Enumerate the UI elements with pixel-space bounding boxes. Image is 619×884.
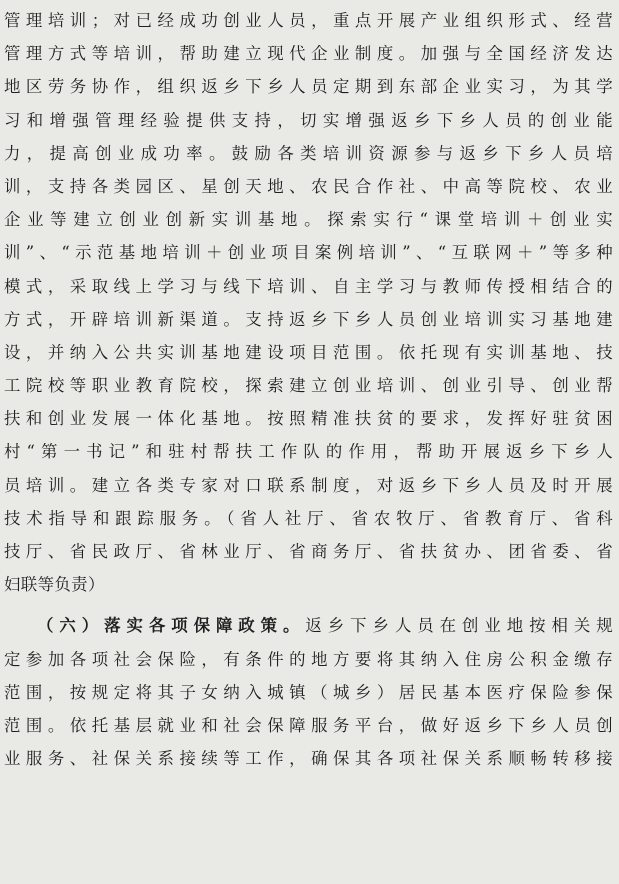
section-first-line	[4, 609, 613, 642]
section-first-line-text: 返乡下乡人员在创业地按相关规	[305, 616, 613, 636]
text-line: 业服务、社保关系接续等工作，确保其各项社保关系顺畅转移接	[4, 749, 613, 769]
text-line: 训”、“示范基地培训＋创业项目案例培训”、“互联网＋”等多种	[4, 243, 613, 263]
text-line: 设，并纳入公共实训基地建设项目范围。依托现有实训基地、技	[4, 342, 613, 362]
text-line: 地区劳务协作，组织返乡下乡人员定期到东部企业实习，为其学	[4, 77, 613, 97]
text-line: 员培训。建立各类专家对口联系制度，对返乡下乡人员及时开展	[4, 475, 613, 495]
text-line: 习和增强管理经验提供支持，切实增强返乡下乡人员的创业能	[4, 110, 613, 130]
text-line: 力，提高创业成功率。鼓励各类培训资源参与返乡下乡人员培	[4, 143, 613, 163]
text-line: 范围。依托基层就业和社会保障服务平台，做好返乡下乡人员创	[4, 715, 613, 735]
text-line: 方式，开辟培训新渠道。支持返乡下乡人员创业培训实习基地建	[4, 309, 613, 329]
text-line: 扶和创业发展一体化基地。按照精准扶贫的要求，发挥好驻贫困	[4, 409, 613, 429]
paragraph-guarantee-policies	[4, 609, 613, 775]
text-line: 村“第一书记”和驻村帮扶工作队的作用，帮助开展返乡下乡人	[4, 442, 613, 462]
text-line: 范围，按规定将其子女纳入城镇（城乡）居民基本医疗保险参保	[4, 682, 613, 702]
section-heading: （六）落实各项保障政策。	[37, 616, 306, 636]
text-line: 工院校等职业教育院校，探索建立创业培训、创业引导、创业帮	[4, 376, 613, 396]
text-line: 技术指导和跟踪服务。（省人社厅、省农牧厅、省教育厅、省科	[4, 508, 613, 528]
text-line: 技厅、省民政厅、省林业厅、省商务厅、省扶贫办、团省委、省	[4, 542, 613, 561]
paragraph-training	[4, 4, 613, 601]
text-line: 管理培训；对已经成功创业人员，重点开展产业组织形式、经营	[4, 11, 613, 30]
text-line: 妇联等负责）	[4, 575, 105, 595]
text-line: 企业等建立创业创新实训基地。探索实行“课堂培训＋创业实	[4, 210, 613, 230]
paragraph-gap	[4, 601, 613, 609]
text-line: 模式，采取线上学习与线下培训、自主学习与教师传授相结合的	[4, 276, 613, 296]
text-line: 管理方式等培训，帮助建立现代企业制度。加强与全国经济发达	[4, 44, 613, 64]
text-line: 训，支持各类园区、星创天地、农民合作社、中高等院校、农业	[4, 176, 613, 196]
text-line: 定参加各项社会保险，有条件的地方要将其纳入住房公积金缴存	[4, 649, 613, 669]
